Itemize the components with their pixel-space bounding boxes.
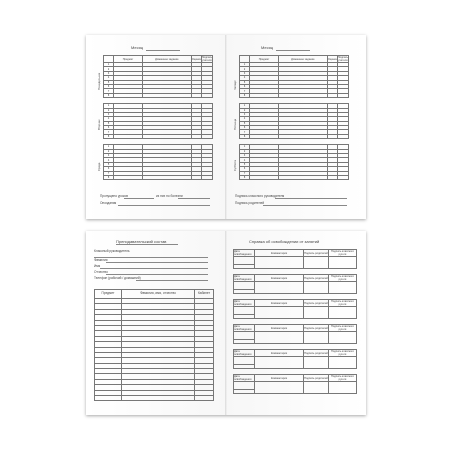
field-phone: Телефон (рабочий / домашний) bbox=[94, 276, 141, 280]
row-number: 7 bbox=[104, 89, 114, 93]
teacher-sign-cell[interactable] bbox=[329, 307, 357, 319]
exemption-block bbox=[233, 299, 357, 319]
comment-cell[interactable] bbox=[255, 282, 304, 294]
comment-label: Комментарии bbox=[255, 350, 304, 357]
row-number: 4 bbox=[240, 158, 250, 162]
row-number: 2 bbox=[104, 67, 114, 71]
month-line bbox=[276, 50, 310, 51]
row-number: 1 bbox=[104, 145, 114, 149]
exemption-block bbox=[233, 324, 357, 344]
row-number: 5 bbox=[240, 121, 250, 125]
day-label: Суббота bbox=[233, 160, 237, 171]
table-row bbox=[95, 396, 214, 401]
comment-label: Комментарии bbox=[255, 300, 304, 307]
row-number: 6 bbox=[104, 84, 114, 88]
row-number: 3 bbox=[104, 154, 114, 158]
row-number: 6 bbox=[240, 167, 250, 171]
row-number: 4 bbox=[104, 76, 114, 80]
parent-sign-label: Подпись родителей bbox=[304, 326, 328, 330]
exemption-block bbox=[233, 249, 357, 269]
comment-label: Комментарии bbox=[255, 250, 304, 257]
date-cell[interactable] bbox=[234, 290, 255, 294]
field-patronymic: Отчество bbox=[94, 270, 108, 274]
parent-sign-cell[interactable] bbox=[304, 382, 329, 394]
row-number: 8 bbox=[104, 134, 114, 138]
column-header: Домашнее задание bbox=[279, 56, 328, 63]
date-cell[interactable] bbox=[234, 315, 255, 319]
exemption-block bbox=[233, 274, 357, 294]
footer-line bbox=[124, 198, 154, 199]
subject-cell[interactable] bbox=[114, 175, 143, 179]
parent-sign-label: Подпись родителей bbox=[304, 251, 328, 255]
parent-sign-cell[interactable] bbox=[304, 282, 329, 294]
blank-header bbox=[240, 56, 250, 63]
row-number: 3 bbox=[104, 71, 114, 75]
row-number: 8 bbox=[104, 175, 114, 179]
row-number: 4 bbox=[104, 158, 114, 162]
row-number: 1 bbox=[104, 63, 114, 67]
row-number: 7 bbox=[240, 171, 250, 175]
table-row bbox=[104, 175, 213, 179]
row-number: 2 bbox=[104, 108, 114, 112]
row-number: 2 bbox=[240, 108, 250, 112]
row-number: 3 bbox=[240, 71, 250, 75]
row-number: 5 bbox=[104, 80, 114, 84]
month-label: Месяц bbox=[261, 45, 274, 50]
row-number: 1 bbox=[240, 63, 250, 67]
row-number: 3 bbox=[240, 112, 250, 116]
teacher-sign-cell[interactable] bbox=[337, 175, 348, 179]
row-number: 6 bbox=[104, 167, 114, 171]
field-line bbox=[106, 274, 208, 275]
row-number: 3 bbox=[240, 154, 250, 158]
teachers-title: Преподавательский состав bbox=[116, 239, 167, 244]
date-cell[interactable] bbox=[234, 340, 255, 344]
footer-missed: Пропущено уроков bbox=[100, 194, 128, 198]
field-line bbox=[94, 257, 208, 258]
footer-line bbox=[178, 198, 210, 199]
footer-late: Опоздания bbox=[100, 201, 117, 205]
column-header: Кабинет bbox=[195, 290, 214, 299]
row-number: 5 bbox=[240, 80, 250, 84]
row-number: 5 bbox=[104, 162, 114, 166]
row-number: 6 bbox=[104, 126, 114, 130]
row-number: 4 bbox=[240, 117, 250, 121]
row-number: 2 bbox=[240, 149, 250, 153]
exemption-block bbox=[233, 374, 357, 394]
row-number: 6 bbox=[240, 126, 250, 130]
row-number: 7 bbox=[240, 89, 250, 93]
row-number: 8 bbox=[240, 93, 250, 97]
date-cell[interactable] bbox=[234, 265, 255, 269]
teacher-sign-cell[interactable] bbox=[329, 357, 357, 369]
row-number: 8 bbox=[240, 134, 250, 138]
footer-line bbox=[275, 198, 347, 199]
row-number: 1 bbox=[240, 145, 250, 149]
parent-sign-cell[interactable] bbox=[304, 332, 329, 344]
field-surname: Фамилия bbox=[94, 258, 108, 262]
date-label: Дата освобождения bbox=[234, 325, 255, 332]
teacher-sign-cell[interactable] bbox=[329, 332, 357, 344]
row-number: 7 bbox=[240, 130, 250, 134]
comment-cell[interactable] bbox=[255, 257, 304, 269]
column-header: Подпись учителя bbox=[201, 56, 212, 62]
comment-cell[interactable] bbox=[255, 357, 304, 369]
footer-teacher-sign: Подпись классного руководителя bbox=[235, 194, 285, 198]
date-cell[interactable] bbox=[234, 332, 255, 340]
comment-label: Комментарии bbox=[255, 325, 304, 332]
date-cell[interactable] bbox=[234, 357, 255, 365]
footer-line bbox=[263, 205, 347, 206]
day-label: Четверг bbox=[233, 79, 237, 90]
homework-cell[interactable] bbox=[279, 175, 328, 179]
field-name: Имя bbox=[94, 264, 101, 268]
row-number: 2 bbox=[240, 67, 250, 71]
comment-cell[interactable] bbox=[255, 307, 304, 319]
row-number: 8 bbox=[240, 175, 250, 179]
day-table bbox=[239, 55, 349, 180]
row-number: 3 bbox=[104, 112, 114, 116]
comment-label: Комментарии bbox=[255, 275, 304, 282]
field-line bbox=[106, 262, 208, 263]
teacher-sign-cell[interactable] bbox=[329, 382, 357, 394]
blank-header bbox=[104, 56, 114, 63]
row-number: 1 bbox=[240, 104, 250, 108]
teachers-table bbox=[94, 289, 214, 401]
homework-cell[interactable] bbox=[143, 175, 192, 179]
month-label: Месяц bbox=[131, 45, 144, 50]
teacher-name-cell[interactable] bbox=[122, 396, 195, 401]
grade-cell[interactable] bbox=[327, 175, 337, 179]
date-label: Дата освобождения bbox=[234, 275, 255, 282]
teacher-sign-label: Подпись классного рук-ля bbox=[329, 300, 357, 307]
column-header: Предмет bbox=[250, 56, 279, 63]
footer-parent-sign: Подпись родителей bbox=[235, 201, 265, 205]
diary-spread-teachers bbox=[86, 231, 366, 415]
date-cell[interactable] bbox=[234, 365, 255, 369]
teacher-sign-label: Подпись классного рук-ля bbox=[329, 250, 357, 257]
room-cell[interactable] bbox=[195, 396, 214, 401]
teachers-table-body bbox=[95, 299, 214, 401]
footer-line bbox=[118, 205, 210, 206]
day-table bbox=[103, 55, 213, 180]
exemption-block bbox=[233, 349, 357, 369]
left-page bbox=[86, 35, 225, 219]
column-header: Оценка bbox=[191, 57, 201, 61]
title-underline bbox=[116, 244, 178, 245]
left-page bbox=[86, 231, 225, 415]
comment-label: Комментарии bbox=[255, 375, 304, 382]
column-header: Оценка bbox=[327, 57, 337, 61]
subject-cell[interactable] bbox=[250, 175, 279, 179]
date-cell[interactable] bbox=[234, 390, 255, 394]
right-page bbox=[227, 231, 366, 415]
date-cell[interactable] bbox=[234, 307, 255, 315]
date-cell[interactable] bbox=[234, 382, 255, 390]
row-number: 1 bbox=[104, 104, 114, 108]
comment-cell[interactable] bbox=[255, 382, 304, 394]
row-number: 5 bbox=[104, 121, 114, 125]
field-line bbox=[100, 268, 208, 269]
row-number: 5 bbox=[240, 162, 250, 166]
column-header: Фамилия, имя, отчество bbox=[122, 290, 195, 299]
date-label: Дата освобождения bbox=[234, 375, 255, 382]
teacher-sign-cell[interactable] bbox=[201, 175, 212, 179]
subject-cell[interactable] bbox=[95, 396, 122, 401]
row-number: 6 bbox=[240, 84, 250, 88]
date-label: Дата освобождения bbox=[234, 350, 255, 357]
footer-illness: из них по болезни bbox=[156, 194, 183, 198]
row-number: 4 bbox=[240, 76, 250, 80]
column-header: Предмет bbox=[95, 290, 122, 299]
parent-sign-label: Подпись родителей bbox=[304, 276, 328, 280]
field-class-teacher: Классный руководитель bbox=[94, 249, 130, 253]
day-label: Вторник bbox=[97, 119, 101, 131]
row-number: 2 bbox=[104, 149, 114, 153]
day-label: Среда bbox=[97, 162, 101, 171]
diary-spread-weekly bbox=[86, 35, 366, 219]
date-label: Дата освобождения bbox=[234, 300, 255, 307]
date-cell[interactable] bbox=[234, 257, 255, 265]
row-number: 4 bbox=[104, 117, 114, 121]
parent-sign-label: Подпись родителей bbox=[304, 301, 328, 305]
teacher-sign-label: Подпись классного рук-ля bbox=[329, 350, 357, 357]
row-number: 7 bbox=[104, 171, 114, 175]
grade-cell[interactable] bbox=[191, 175, 201, 179]
teacher-sign-label: Подпись классного рук-ля bbox=[329, 325, 357, 332]
table-row bbox=[240, 175, 349, 179]
column-header: Подпись учителя bbox=[337, 56, 348, 62]
teacher-sign-label: Подпись классного рук-ля bbox=[329, 275, 357, 282]
field-line bbox=[136, 280, 208, 281]
parent-sign-cell[interactable] bbox=[304, 357, 329, 369]
parent-sign-cell[interactable] bbox=[304, 307, 329, 319]
month-line bbox=[146, 50, 180, 51]
comment-cell[interactable] bbox=[255, 332, 304, 344]
exemption-title: Справка об освобождении от занятий bbox=[249, 239, 320, 244]
parent-sign-label: Подпись родителей bbox=[304, 376, 328, 380]
column-header: Домашнее задание bbox=[143, 56, 192, 63]
right-page bbox=[227, 35, 366, 219]
date-cell[interactable] bbox=[234, 282, 255, 290]
column-header: Предмет bbox=[114, 56, 143, 63]
parent-sign-cell[interactable] bbox=[304, 257, 329, 269]
teacher-sign-cell[interactable] bbox=[329, 282, 357, 294]
parent-sign-label: Подпись родителей bbox=[304, 351, 328, 355]
row-number: 8 bbox=[104, 93, 114, 97]
teacher-sign-label: Подпись классного рук-ля bbox=[329, 375, 357, 382]
date-label: Дата освобождения bbox=[234, 250, 255, 257]
day-label: Пятница bbox=[233, 119, 237, 131]
row-number: 7 bbox=[104, 130, 114, 134]
teacher-sign-cell[interactable] bbox=[329, 257, 357, 269]
day-label: Понедельник bbox=[97, 72, 101, 90]
